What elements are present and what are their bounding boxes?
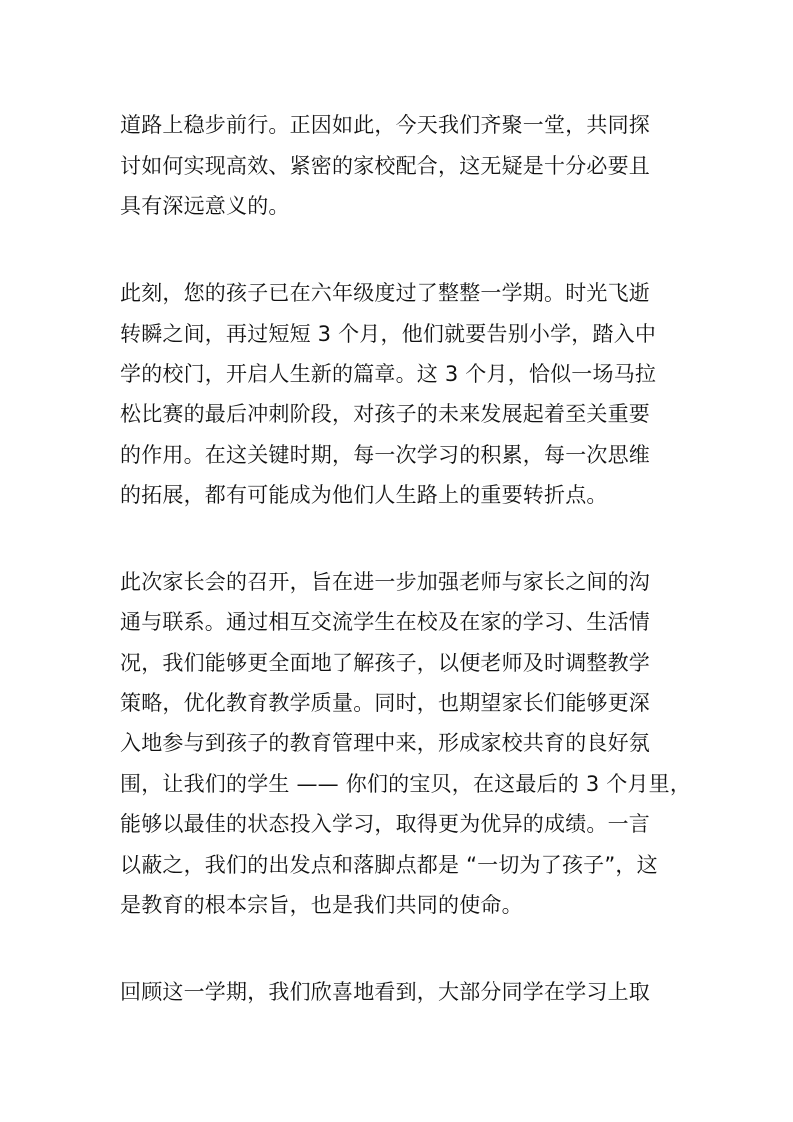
text-line: 围，让我们的学生 —— 你们的宝贝，在这最后的 3 个月里，	[120, 772, 692, 796]
text-line: 况，我们能够更全面地了解孩子，以便老师及时调整教学	[120, 651, 650, 675]
text-line: 的拓展，都有可能成为他们人生路上的重要转折点。	[120, 483, 608, 507]
text-line: 松比赛的最后冲刺阶段，对孩子的未来发展起着至关重要	[120, 402, 650, 426]
text-line: 转瞬之间，再过短短 3 个月，他们就要告别小学，踏入中	[120, 322, 657, 346]
text-line: 学的校门，开启人生新的篇章。这 3 个月，恰似一场马拉	[120, 362, 657, 386]
text-line: 以蔽之，我们的出发点和落脚点都是 “一切为了孩子”，这	[120, 853, 658, 877]
text-line: 入地参与到孩子的教育管理中来，形成家校共育的良好氛	[120, 731, 650, 755]
text-line: 是教育的根本宗旨，也是我们共同的使命。	[120, 893, 523, 917]
text-line: 通与联系。通过相互交流学生在校及在家的学习、生活情	[120, 610, 650, 634]
text-line: 回顾这一学期，我们欣喜地看到，大部分同学在学习上取	[120, 980, 650, 1004]
text-line: 讨如何实现高效、紧密的家校配合，这无疑是十分必要且	[120, 154, 650, 178]
text-line: 此次家长会的召开，旨在进一步加强老师与家长之间的沟	[120, 570, 650, 594]
text-line: 具有深远意义的。	[120, 194, 290, 218]
text-line: 的作用。在这关键时期，每一次学习的积累，每一次思维	[120, 443, 650, 467]
text-line: 此刻，您的孩子已在六年级度过了整整一学期。时光飞逝	[120, 281, 650, 305]
text-line: 道路上稳步前行。正因如此，今天我们齐聚一堂，共同探	[120, 113, 650, 137]
text-line: 策略，优化教育教学质量。同时，也期望家长们能够更深	[120, 691, 650, 715]
text-line: 能够以最佳的状态投入学习，取得更为优异的成绩。一言	[120, 812, 650, 836]
